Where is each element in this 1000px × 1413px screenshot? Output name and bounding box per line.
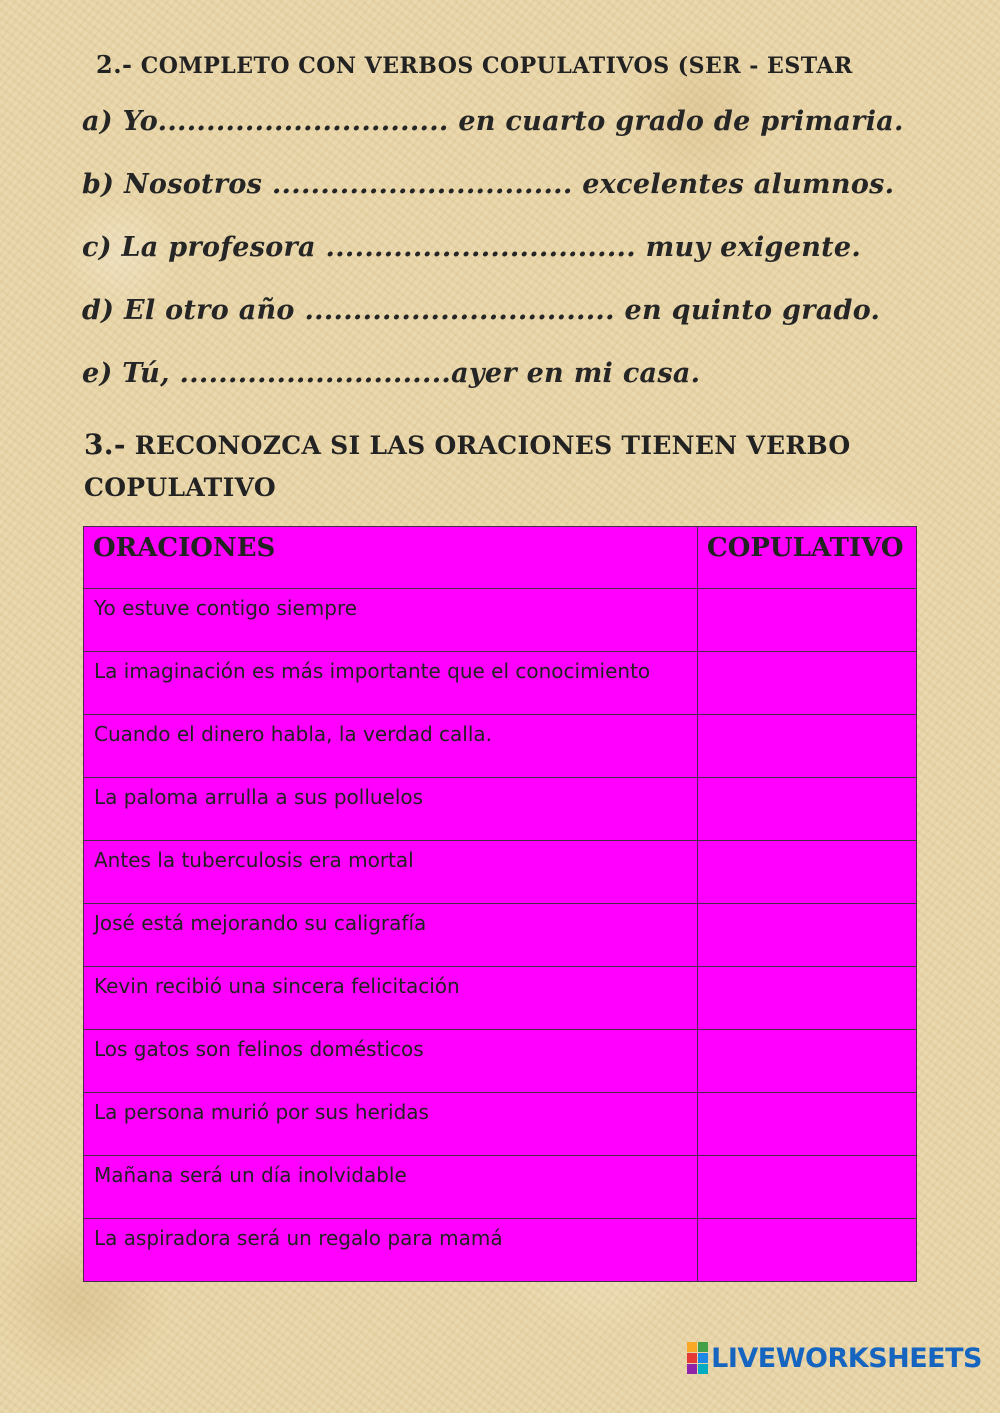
sentence-cell: Antes la tuberculosis era mortal xyxy=(84,841,698,904)
table-header-row xyxy=(84,527,917,589)
table-row xyxy=(84,778,917,841)
answer-cell[interactable] xyxy=(698,841,917,904)
answer-cell[interactable] xyxy=(698,652,917,715)
answer-cell[interactable] xyxy=(698,904,917,967)
fill-item-c[interactable]: c) La profesora ................................ muy exigente. xyxy=(82,232,862,263)
section-3-number: 3.- xyxy=(84,428,126,461)
sentence-cell: La persona murió por sus heridas xyxy=(84,1093,698,1156)
header-copulativo: COPULATIVO xyxy=(698,527,917,589)
sentence-cell: La aspiradora será un regalo para mamá xyxy=(84,1219,698,1282)
answer-cell[interactable] xyxy=(698,1156,917,1219)
header-oraciones: ORACIONES xyxy=(84,527,698,589)
fill-item-e[interactable]: e) Tú, ............................ayer en mi casa. xyxy=(82,358,701,389)
answer-cell[interactable] xyxy=(698,1030,917,1093)
section-2-title: COMPLETO CON VERBOS COPULATIVOS (SER - ESTAR xyxy=(140,53,853,79)
fill-item-d[interactable]: d) El otro año ................................ en quinto grado. xyxy=(82,295,881,326)
sentence-cell: Yo estuve contigo siempre xyxy=(84,589,698,652)
sentence-cell: José está mejorando su caligrafía xyxy=(84,904,698,967)
sentence-cell: Cuando el dinero habla, la verdad calla. xyxy=(84,715,698,778)
section-2-heading xyxy=(96,50,853,79)
sentence-cell: Mañana será un día inolvidable xyxy=(84,1156,698,1219)
answer-cell[interactable] xyxy=(698,967,917,1030)
sentence-cell: Los gatos son felinos domésticos xyxy=(84,1030,698,1093)
fill-item-a[interactable]: a) Yo.............................. en cuarto grado de primaria. xyxy=(82,106,904,137)
table-row xyxy=(84,589,917,652)
sentences-table xyxy=(83,526,917,1282)
table-row xyxy=(84,1030,917,1093)
answer-cell[interactable] xyxy=(698,715,917,778)
answer-cell[interactable] xyxy=(698,778,917,841)
table-row xyxy=(84,1093,917,1156)
sentence-cell: Kevin recibió una sincera felicitación xyxy=(84,967,698,1030)
table-row xyxy=(84,967,917,1030)
answer-cell[interactable] xyxy=(698,1093,917,1156)
section-3-heading xyxy=(84,424,864,509)
answer-cell[interactable] xyxy=(698,589,917,652)
fill-in-list xyxy=(82,106,962,421)
section-2-number: 2.- xyxy=(96,50,133,79)
table-row xyxy=(84,715,917,778)
table-row xyxy=(84,652,917,715)
table-row xyxy=(84,1156,917,1219)
sentence-cell: La imaginación es más importante que el conocimiento xyxy=(84,652,698,715)
liveworksheets-logo-text: LIVEWORKSHEETS xyxy=(711,1342,982,1374)
liveworksheets-logo-icon xyxy=(687,1342,708,1374)
liveworksheets-logo[interactable] xyxy=(687,1343,982,1373)
fill-item-b[interactable]: b) Nosotros ............................... excelentes alumnos. xyxy=(82,169,895,200)
table-row xyxy=(84,1219,917,1282)
answer-cell[interactable] xyxy=(698,1219,917,1282)
sentence-cell: La paloma arrulla a sus polluelos xyxy=(84,778,698,841)
section-3-title: RECONOZCA SI LAS ORACIONES TIENEN VERBO COPULATIVO xyxy=(84,431,851,502)
table-row xyxy=(84,841,917,904)
table-row xyxy=(84,904,917,967)
